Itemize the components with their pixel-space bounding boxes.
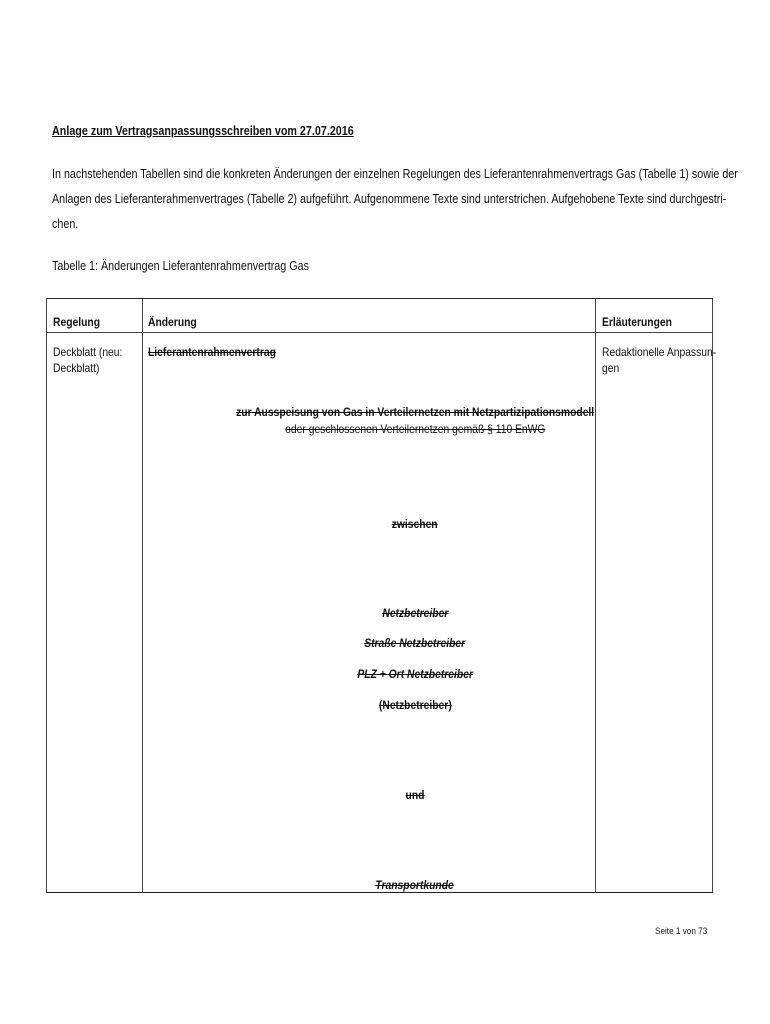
erlaeuterung-cell: [602, 344, 716, 376]
aenderung-and: und: [405, 788, 425, 802]
table-caption: Tabelle 1: Änderungen Lieferantenrahmenvertrag Gas: [52, 259, 309, 273]
document-heading: Anlage zum Vertragsanpassungsschreiben vom 27.07.2016: [52, 124, 354, 138]
aenderung-subtitle: zur Ausspeisung von Gas in Verteilernetzen mit Netzpartizipationsmodell: [235, 405, 595, 419]
transportkunde-name: Transportkunde: [375, 878, 455, 892]
intro-line: chen.: [52, 217, 79, 231]
plz-ort-row: [189, 665, 641, 683]
erlaeuterung-line: Redaktionelle Anpassun-: [602, 345, 717, 359]
aenderung-title: Lieferantenrahmenvertrag: [148, 345, 276, 359]
netzbetreiber-role: (Netzbetreiber): [378, 698, 452, 712]
and-row: [189, 786, 641, 804]
aenderung-subtitle2-row: [189, 420, 641, 438]
netzbetreiber-plz-ort: PLZ + Ort Netzbetreiber: [357, 667, 473, 681]
transportkunde-row: [189, 876, 641, 894]
changes-table: [46, 298, 717, 893]
intro-line: In nachstehenden Tabellen sind die konkreten Änderungen der einzelnen Regelungen des Lieferantenrahmenvertrags Gas (Tabelle 1) sowie der: [52, 167, 738, 181]
aenderung-subtitle2: oder geschlossenen Verteilernetzen gemäß § 110 EnWG: [284, 422, 546, 436]
role-row: [189, 696, 641, 714]
strasse-row: [189, 634, 641, 652]
netzbetreiber-name: Netzbetreiber: [382, 606, 448, 620]
header-erlaeuterungen: Erläuterungen: [602, 315, 672, 329]
regelung-cell: [53, 344, 122, 376]
regelung-line: Deckblatt): [53, 361, 100, 375]
intro-line: Anlagen des Lieferanterahmenvertrages (Tabelle 2) aufgeführt. Aufgenommene Texte sind unterstrichen. Aufgehobene Texte sind durchgestri-: [52, 192, 727, 206]
aenderung-between-row: [189, 515, 641, 533]
intro-paragraph: [52, 162, 738, 237]
regelung-line: Deckblatt (neu:: [53, 345, 123, 359]
aenderung-between: zwischen: [392, 517, 438, 531]
header-aenderung: Änderung: [148, 315, 197, 329]
netzbetreiber-row: [189, 604, 641, 622]
page-number: Seite 1 von 73: [655, 926, 708, 937]
aenderung-subtitle-row: [189, 403, 641, 421]
column-divider: [142, 299, 143, 892]
netzbetreiber-strasse: Straße Netzbetreiber: [364, 636, 466, 650]
header-regelung: Regelung: [53, 315, 101, 329]
erlaeuterung-line: gen: [602, 361, 620, 375]
header-divider: [47, 332, 712, 333]
